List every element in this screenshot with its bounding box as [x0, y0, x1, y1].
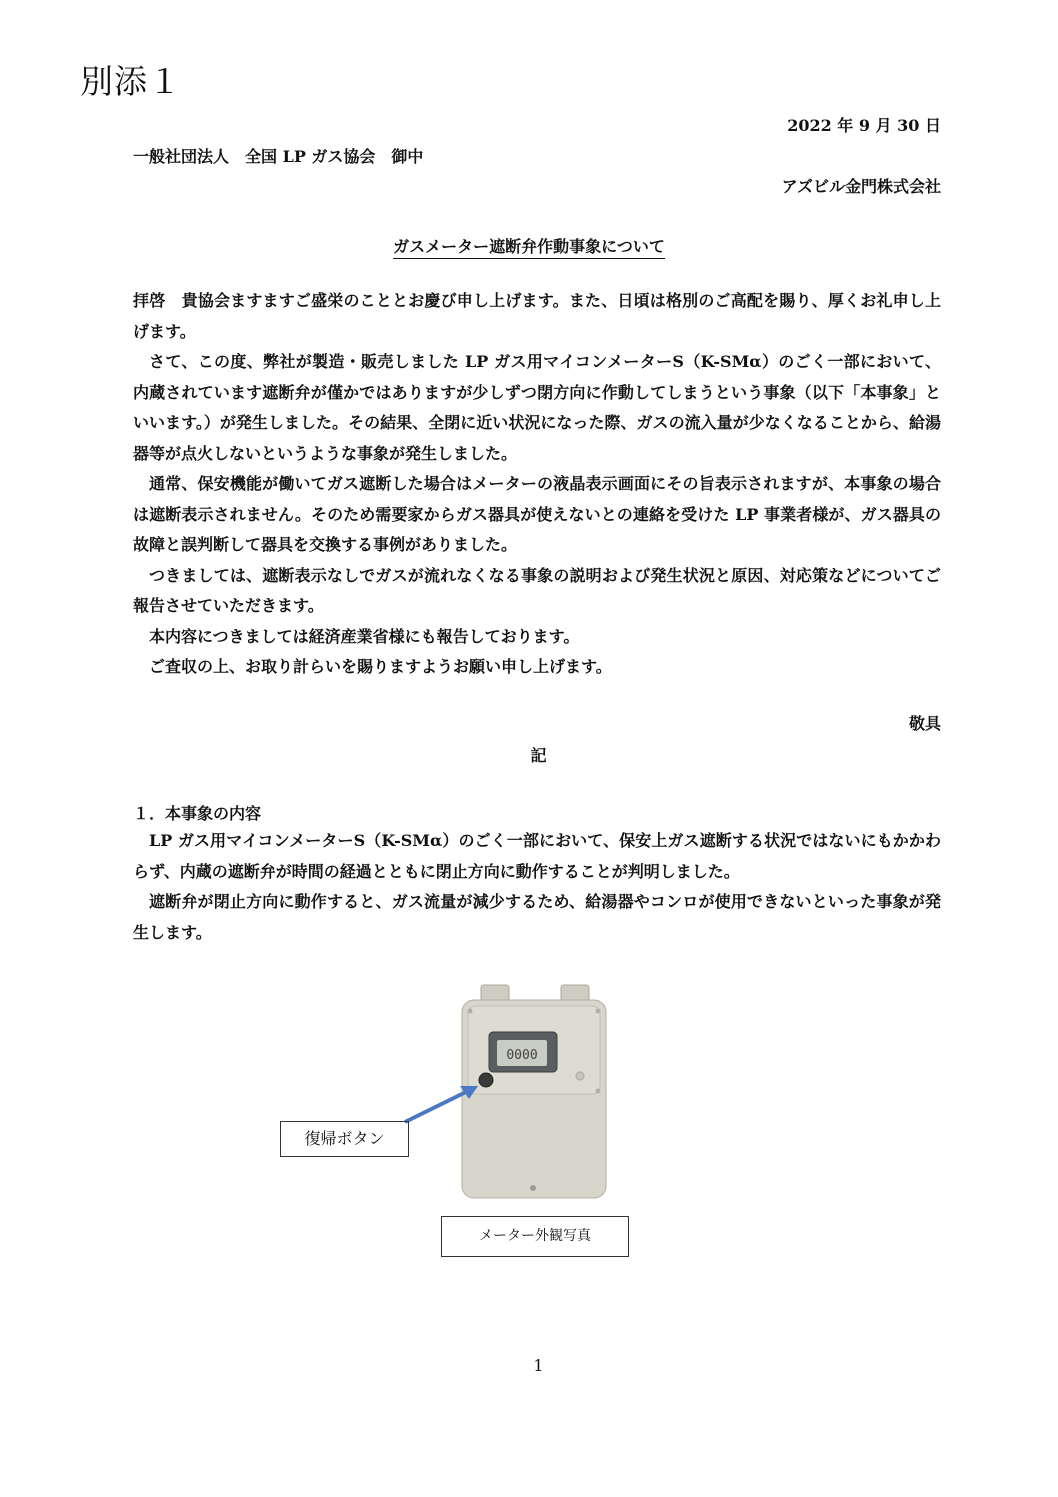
paragraph: つきましては、遮断表示なしでガスが流れなくなる事象の説明および発生状況と原因、対応策などについてご報告させていただきます。: [133, 565, 941, 615]
sender: アズビル金門株式会社: [781, 177, 941, 196]
paragraph: 本内容につきましては経済産業省様にも報告しております。: [149, 626, 580, 646]
ki-marker: 記: [530, 746, 547, 765]
paragraph: 拝啓 貴協会ますますご盛栄のこととお慶び申し上げます。また、日頃は格別のご高配を賜り、厚くお礼申し上げます。: [133, 291, 941, 341]
reset-button: [479, 1073, 493, 1087]
screw-icon: [596, 1089, 601, 1094]
page-number: 1: [533, 1356, 544, 1375]
figure-caption: メーター外観写真: [441, 1216, 629, 1257]
paragraph: さて、この度、弊社が製造・販売しました LP ガス用マイコンメーターS（K-SMα）のごく一部において、内蔵されています遮断弁が僅かではありますが少しずつ閉方向に作動してしまうという事象（以下「本事象」といいます。）が発生しました。その結果、全閉に近い状況になった際、ガスの流入量が少なくなることから、給湯器等が点火しないというような事象が発生しました。: [133, 352, 941, 463]
addressee: 一般社団法人 全国 LP ガス協会 御中: [133, 147, 424, 166]
letter-date: 2022 年 9 月 30 日: [787, 116, 941, 135]
bottom-hole-icon: [530, 1185, 536, 1191]
paragraph: 通常、保安機能が働いてガス遮断した場合はメーターの液晶表示画面にその旨表示されますが、本事象の場合は遮断表示されません。そのため需要家からガス器具が使えないとの連絡を受けた LP 事業者様が、ガス器具の故障と誤判断して器具を交換する事例がありました。: [133, 474, 941, 554]
reset-button-callout: 復帰ボタン: [280, 1121, 409, 1157]
section-heading: １．本事象の内容: [133, 804, 262, 823]
paragraph: 遮断弁が閉止方向に動作すると、ガス流量が減少するため、給湯器やコンロが使用できないといった事象が発生します。: [133, 892, 941, 942]
paragraph: ご査収の上、お取り計らいを賜りますようお願い申し上げます。: [149, 657, 612, 676]
paragraph: LP ガス用マイコンメーターS（K-SMα）のごく一部において、保安上ガス遮断する状況ではないにもかかわらず、内蔵の遮断弁が時間の経過とともに閉止方向に動作することが判明しました。: [133, 831, 941, 881]
seal-icon: [576, 1072, 584, 1080]
callout-arrow: [405, 1091, 468, 1122]
screw-icon: [596, 1009, 601, 1014]
closing-remark: 敬具: [908, 714, 941, 733]
subject-text: ガスメーター遮断弁作動事象について: [393, 237, 665, 259]
attachment-label: 別添１: [80, 62, 182, 101]
screw-icon: [468, 1009, 473, 1014]
lcd-reading: 0000: [506, 1048, 538, 1063]
